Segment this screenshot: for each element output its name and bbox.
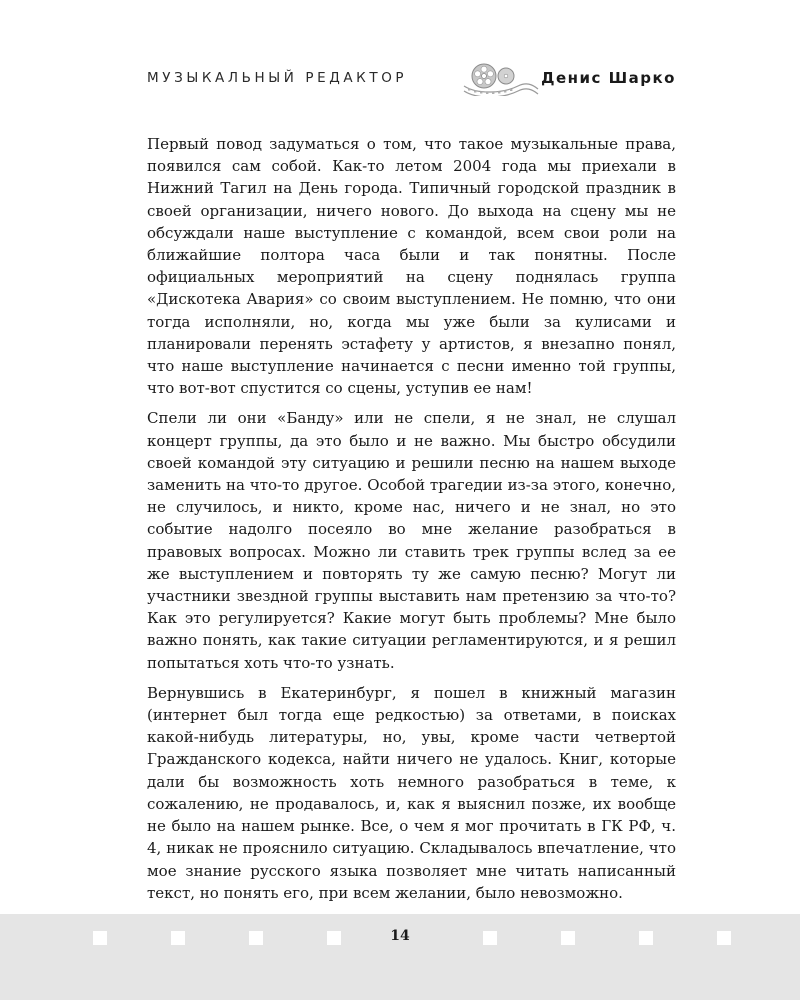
author-name: Денис Шарко	[541, 69, 676, 87]
running-title: МУЗЫКАЛЬНЫЙ РЕДАКТОР	[147, 70, 408, 86]
page-header	[147, 68, 676, 92]
paragraph: Спели ли они «Банду» или не спели, я не знал, не слушал концерт группы, да это было и не важно. Мы быстро обсудили своей командой эту ситуацию и решили песню на нашем выходе заменить на что-то другое. Особой трагедии из-за этого, конечно, не случилось, и никто, кроме нас, ничего и не знал, но это событие надолго посеяло во мне желание разобраться в правовых вопросах. Можно ли ставить трек группы вслед за ее же выступлением и повторять ту же самую песню? Могут ли участники звездной группы выставить нам претензию за что-то? Как это регулируется? Какие могут быть проблемы? Мне было важно понять, как такие ситуации регламентируются, и я решил попытаться хоть что-то узнать.	[147, 409, 676, 672]
page-footer	[0, 914, 800, 1000]
paragraph: Первый повод задуматься о том, что такое музыкальные права, появился сам собой. Как-то летом 2004 года мы приехали в Нижний Тагил на День города. Типичный городской праздник в своей организации, ничего нового. До выхода на сцену мы не обсуждали наше выступление с командой, всем свои роли на ближайшие полтора часа были и так понятны. После официальных мероприятий на сцену поднялась группа «Дискотека Авария» со своим выступлением. Не помню, что они тогда исполняли, но, когда мы уже были за кулисами и планировали перенять эстафету у артистов, я внезапно понял, что наше выступление начинается с песни именно той группы, что вот-вот спустится со сцены, уступив ее нам!	[147, 135, 676, 398]
article-body	[147, 133, 676, 912]
page-number: 14	[390, 928, 410, 944]
paragraph: Вернувшись в Екатеринбург, я пошел в книжный магазин (интернет был тогда еще редкостью) за ответами, в поисках какой-нибудь литературы, но, увы, кроме части четвертой Гражданского кодекса, найти ничего не удалось. Книг, которые дали бы возможность хоть немного разобраться в теме, к сожалению, не продавалось, и, как я выяснил позже, их вообще не было на нашем рынке. Все, о чем я мог прочитать в ГК РФ, ч. 4, никак не прояснило ситуацию. Складывалось впечатление, что мое знание русского языка позволяет мне читать написанный текст, но понять его, при всем желании, было невозможно.	[147, 683, 676, 902]
film-reel-icon	[460, 62, 540, 96]
